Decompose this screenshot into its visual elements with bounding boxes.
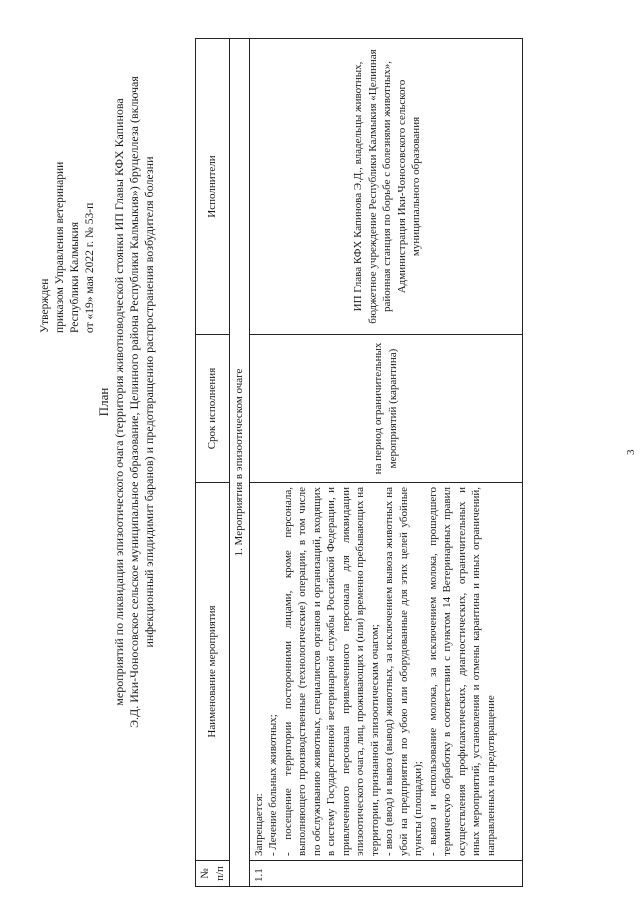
measure-line: - Лечение больных животных;	[267, 714, 279, 856]
measure-line: - вывоз и использование молока, за исключением молока, прошедшего термическую обработку в соответствии с пунктом 14 Ветеринарных правил осуществления профилактических, диагностических, ограничительных и иных мероприятий, установления и отмены карантина и иных ограничений, направленных на предотвращение	[426, 487, 497, 856]
header-name: Наименование мероприятия	[196, 483, 230, 861]
approval-stamp	[38, 33, 98, 333]
approval-line: приказом Управления ветеринарии	[54, 161, 66, 333]
approval-line: Утвержден	[39, 278, 51, 333]
measure-description	[249, 483, 522, 861]
measure-line: - посещение территории посторонними лицами, кроме персонала, выполняющего производственные (технологические) операции, в том числе по обслуживанию животных, специалистов органов и организаций, входящих в систему Государственной ветеринарной службы Российской Федерации, и привлеченного персонала привлеченного персонала для ликвидации эпизоотического очага, лиц, проживающих и (или) временно пребывающих на территории, признанной эпизоотическим очагом;	[281, 486, 381, 856]
table-header-row	[196, 39, 230, 887]
header-executor: Исполнители	[196, 39, 230, 335]
measures-table	[195, 38, 523, 887]
row-number: 1.1	[249, 861, 522, 887]
section-row	[230, 39, 250, 887]
plan-heading: План	[96, 387, 111, 417]
title-line: мероприятий по ликвидации эпизоотического очага (территория животноводческой стоянки ИП Главы КФХ Капинова	[112, 98, 126, 706]
measure-line: - ввоз (ввод) и вывоз (вывод) животных, за исключением вывоза животных на убой на предприятия по убою или оборудованные для этих целей убойные пункты (площадки);	[383, 487, 424, 856]
title-line: инфекционный эпидидимит баранов) и предотвращению распространения возбудителя болезни	[142, 156, 156, 648]
measure-executor: ИП Глава КФХ Капинова Э.Д., владельцы животных, бюджетное учреждение Республики Калмыкия «Целинная районная станция по борьбе с болезнями животных», Администрация Ики-Чоносовского сельского муниципального образования	[249, 39, 522, 335]
page-number: 3	[625, 449, 637, 455]
measure-term: на период ограничительных мероприятий (карантина)	[249, 335, 522, 483]
section-title: 1. Мероприятия в эпизоотическом очаге	[230, 39, 250, 887]
approval-line: Республики Калмыкия	[69, 221, 81, 333]
table-row	[249, 39, 522, 887]
document-title	[96, 47, 157, 757]
approval-line: от «19» мая 2022 г. № 53-п	[84, 202, 96, 333]
measure-line: Запрещается:	[252, 793, 265, 856]
header-term: Срок исполнения	[196, 335, 230, 483]
header-num: № п/п	[196, 861, 230, 887]
title-line: Э.Д. Ики-Чоносовское сельское муниципальное образование, Целинного района Республики Калмыкия») бруцеллеза (включая	[127, 76, 141, 728]
